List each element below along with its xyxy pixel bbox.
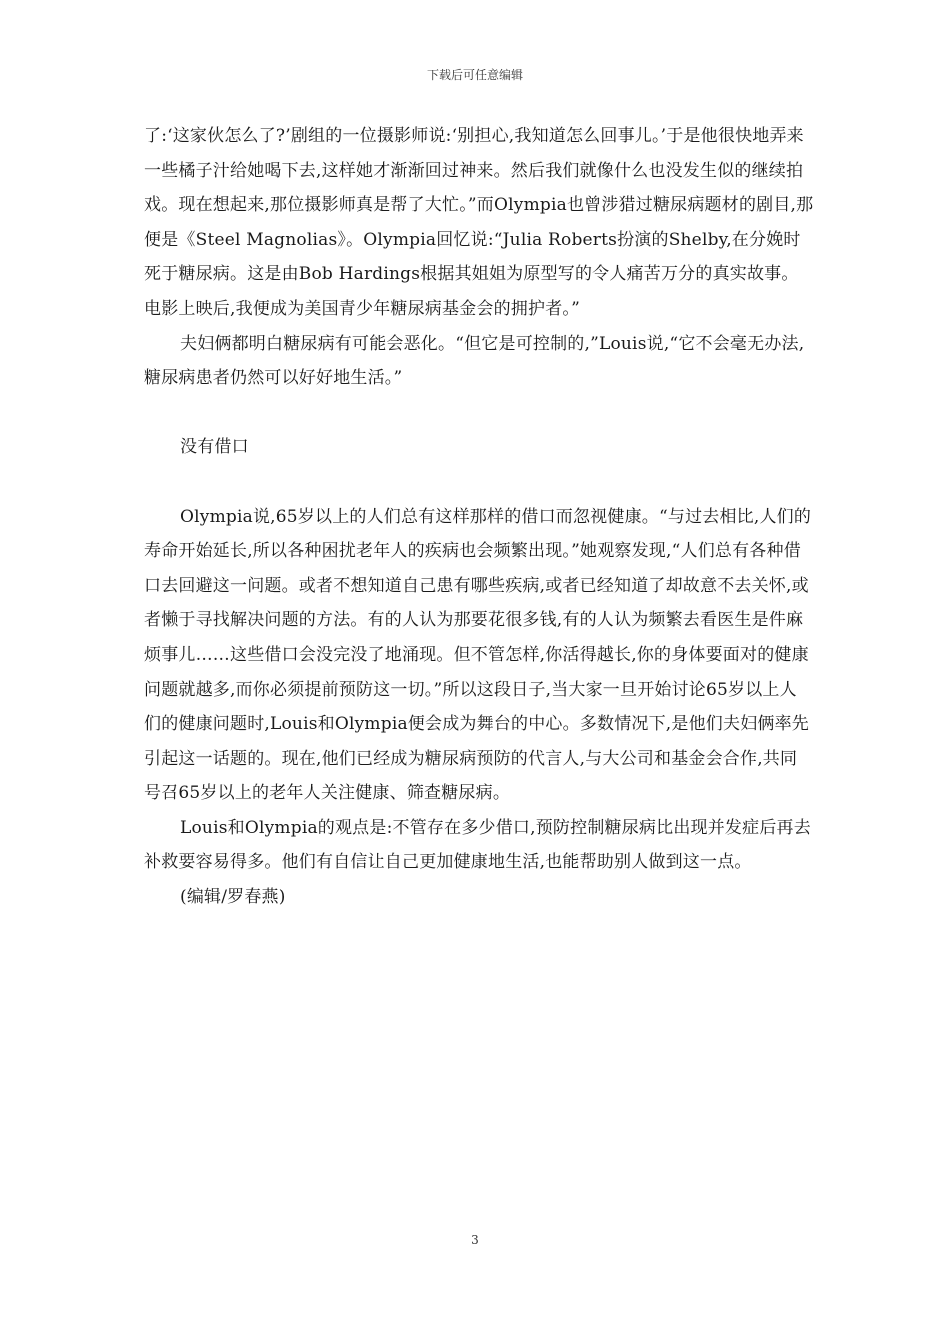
paragraph-viewpoint: Louis和Olympia的观点是:不管存在多少借口,预防控制糖尿病比出现并发症后再去补救要容易得多。他们有自信让自己更加健康地生活,也能帮助别人做到这一点。	[144, 817, 811, 873]
section-heading: 没有借口	[180, 437, 249, 458]
spacer	[144, 396, 814, 431]
page-header: 下载后可任意编辑	[426, 68, 523, 82]
paragraph-continuation: 了:‘这家伙怎么了?’剧组的一位摄影师说:‘别担心,我知道怎么回事儿。’于是他很快地弄来一些橘子汁给她喝下去,这样她才渐渐回过神来。然后我们就像什么也没发生似的继续拍戏。现在想起来,那位摄影师真是帮了大忙。”而Olympia也曾涉猎过糖尿病题材的剧目,那便是《Steel Magnolias》。Olympia回忆说:“Julia Roberts扮演的Shelby,在分娩时死于糖尿病。这是由Bob Hardings根据其姐姐为原型写的令人痛苦万分的真实故事。电影上映后,我便成为美国青少年糖尿病基金会的拥护者。”	[144, 126, 814, 319]
editor-credit: (编辑/罗春燕)	[180, 887, 286, 908]
paragraph-excuses: Olympia说,65岁以上的人们总有这样那样的借口而忽视健康。“与过去相比,人们的寿命开始延长,所以各种困扰老年人的疾病也会频繁出现。”她观察发现,“人们总有各种借口去回避这一问题。或者不想知道自己患有哪些疾病,或者已经知道了却故意不去关怀,或者懒于寻找解决问题的方法。有的人认为那要花很多钱,有的人认为频繁去看医生是件麻烦事儿……这些借口会没完没了地涌现。但不管怎样,你活得越长,你的身体要面对的健康问题就越多,而你必须提前预防这一切。”所以这段日子,当大家一旦开始讨论65岁以上人们的健康问题时,Louis和Olympia便会成为舞台的中心。多数情况下,是他们夫妇俩率先引起这一话题的。现在,他们已经成为糖尿病预防的代言人,与大公司和基金会合作,共同号召65岁以上的老年人关注健康、筛查糖尿病。	[144, 506, 812, 804]
spacer	[144, 465, 814, 500]
paragraph-couple-understand: 夫妇俩都明白糖尿病有可能会恶化。“但它是可控制的,”Louis说,“它不会毫无办法,糖尿病患者仍然可以好好地生活。”	[144, 333, 805, 389]
page-number: 3	[471, 1233, 479, 1247]
article-body	[144, 119, 814, 915]
